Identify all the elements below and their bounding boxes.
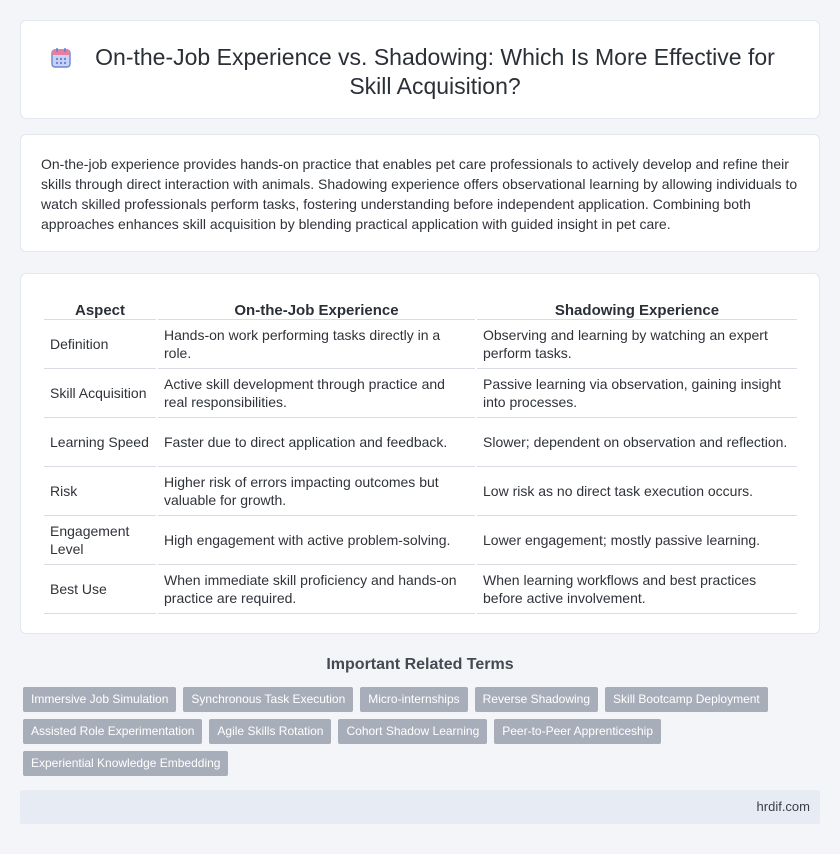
- cell-shadowing: Passive learning via observation, gaining insight into processes.: [477, 369, 797, 418]
- related-term-tag[interactable]: Cohort Shadow Learning: [338, 719, 487, 744]
- related-term-tag[interactable]: Assisted Role Experimentation: [23, 719, 202, 744]
- header-aspect: Aspect: [44, 297, 156, 320]
- related-term-tag[interactable]: Experiential Knowledge Embedding: [23, 751, 228, 776]
- related-terms-list: [23, 687, 783, 776]
- related-term-tag[interactable]: Agile Skills Rotation: [209, 719, 331, 744]
- page-title: On-the-Job Experience vs. Shadowing: Which Is More Effective for Skill Acquisition?: [95, 44, 775, 99]
- intro-paragraph: On-the-job experience provides hands-on practice that enables pet care professionals to actively develop and refine their skills through direct interaction with animals. Shadowing experience offers observational learning by allowing individuals to watch skilled professionals perform tasks, fostering understanding before independent application. Combining both approaches enhances skill acquisition by blending practical application with guided insight in pet care.: [41, 156, 798, 232]
- header-on-the-job: On-the-Job Experience: [158, 297, 475, 320]
- related-term-tag[interactable]: Immersive Job Simulation: [23, 687, 176, 712]
- comparison-table: [42, 297, 799, 614]
- cell-aspect: Definition: [44, 320, 156, 369]
- related-term-tag[interactable]: Reverse Shadowing: [475, 687, 598, 712]
- related-term-tag[interactable]: Peer-to-Peer Apprenticeship: [494, 719, 661, 744]
- table-row: [44, 320, 797, 369]
- intro-card: [20, 134, 820, 252]
- cell-aspect: Best Use: [44, 565, 156, 614]
- cell-aspect: Risk: [44, 467, 156, 516]
- cell-on-the-job: Faster due to direct application and feedback.: [158, 418, 475, 467]
- table-row: [44, 467, 797, 516]
- table-row: [44, 516, 797, 565]
- table-header-row: [44, 297, 797, 320]
- cell-shadowing: Low risk as no direct task execution occurs.: [477, 467, 797, 516]
- cell-on-the-job: Hands-on work performing tasks directly in a role.: [158, 320, 475, 369]
- cell-aspect: Learning Speed: [44, 418, 156, 467]
- header-shadowing: Shadowing Experience: [477, 297, 797, 320]
- table-row: [44, 418, 797, 467]
- cell-shadowing: When learning workflows and best practices before active involvement.: [477, 565, 797, 614]
- cell-on-the-job: Higher risk of errors impacting outcomes but valuable for growth.: [158, 467, 475, 516]
- related-term-tag[interactable]: Synchronous Task Execution: [183, 687, 353, 712]
- cell-shadowing: Lower engagement; mostly passive learning.: [477, 516, 797, 565]
- related-terms-heading: Important Related Terms: [326, 656, 514, 673]
- cell-on-the-job: Active skill development through practice and real responsibilities.: [158, 369, 475, 418]
- title-card: [20, 20, 820, 119]
- table-row: [44, 369, 797, 418]
- cell-on-the-job: High engagement with active problem-solving.: [158, 516, 475, 565]
- footer: [20, 790, 820, 824]
- cell-shadowing: Slower; dependent on observation and reflection.: [477, 418, 797, 467]
- comparison-card: [20, 273, 820, 634]
- related-term-tag[interactable]: Skill Bootcamp Deployment: [605, 687, 768, 712]
- cell-shadowing: Observing and learning by watching an expert perform tasks.: [477, 320, 797, 369]
- cell-aspect: Skill Acquisition: [44, 369, 156, 418]
- table-row: [44, 565, 797, 614]
- cell-aspect: Engagement Level: [44, 516, 156, 565]
- footer-site-link[interactable]: hrdif.com: [756, 799, 810, 814]
- cell-on-the-job: When immediate skill proficiency and hands-on practice are required.: [158, 565, 475, 614]
- related-term-tag[interactable]: Micro-internships: [360, 687, 467, 712]
